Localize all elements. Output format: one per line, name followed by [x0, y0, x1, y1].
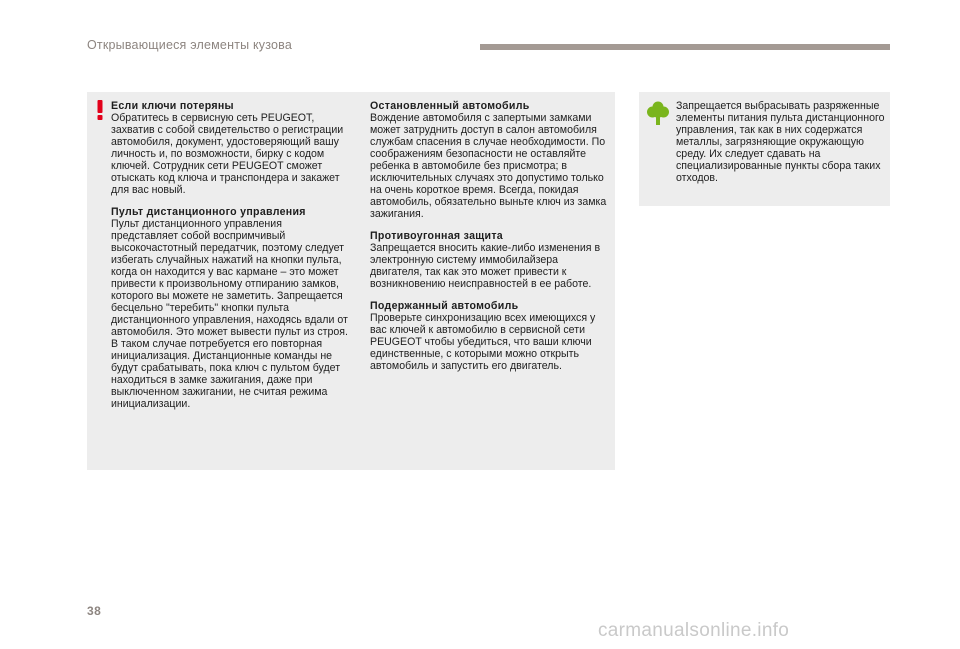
- eco-info-panel: [639, 92, 890, 206]
- section-stopped-vehicle-title: Остановленный автомобиль: [370, 100, 530, 112]
- warning-exclamation-icon: [96, 100, 104, 120]
- page-number: 38: [87, 604, 102, 618]
- eco-note-text: Запрещается выбрасывать разряженные элементы питания пульта дистанционного управления, так как в них содержатся металлы, загрязняющие окружающую среду. Их следует сдавать на специализированные пункты сбора таких отходов.: [676, 100, 885, 184]
- left-column: [111, 100, 351, 420]
- section-keys-lost-body: Обратитесь в сервисную сеть PEUGEOT, захватив с собой свидетельство о регистрации автомобиля, документ, удостоверяющий вашу личность и, по возможности, бирку с кодом ключей. Сотрудник сети PEUGEOT сможет отыскать код ключа и транспондера и закажет для вас новый.: [111, 112, 344, 196]
- section-anti-theft: [370, 230, 610, 290]
- section-used-car-body: Проверьте синхронизацию всех имеющихся у вас ключей к автомобилю в сервисной сети PEUGEOT чтобы убедиться, что ваши ключи единственные, с которыми можно открыть автомобиль и запустить его двигатель.: [370, 312, 596, 372]
- section-stopped-vehicle: [370, 100, 610, 220]
- right-column: [370, 100, 610, 382]
- section-remote-control-title: Пульт дистанционного управления: [111, 206, 306, 218]
- tree-eco-icon: [647, 101, 669, 125]
- section-remote-control: [111, 206, 351, 410]
- warning-exclamation-dot: [98, 115, 103, 120]
- section-keys-lost-title: Если ключи потеряны: [111, 100, 234, 112]
- section-stopped-vehicle-body: Вождение автомобиля с запертыми замками может затруднить доступ в салон автомобиля службам спасения в случае необходимости. По соображениям безопасности не оставляйте ребенка в автомобиле без присмотра; в исключительных случаях это допустимо только на очень короткое время. Всегда, покидая автомобиль, обязательно выньте ключ из замка зажигания.: [370, 112, 607, 220]
- section-anti-theft-title: Противоугонная защита: [370, 230, 503, 242]
- warning-exclamation-stroke: [98, 100, 103, 113]
- main-info-panel: [87, 92, 615, 470]
- section-keys-lost: [111, 100, 351, 196]
- header-divider-bar: [480, 44, 890, 50]
- tree-trunk: [656, 115, 660, 125]
- page-header-title: Открывающиеся элементы кузова: [87, 38, 293, 52]
- section-used-car-title: Подержанный автомобиль: [370, 300, 519, 312]
- section-anti-theft-body: Запрещается вносить какие-либо изменения в электронную систему иммобилайзера двигателя, так как это может привести к возникновению неисправностей в ее работе.: [370, 242, 601, 290]
- section-remote-control-body: Пульт дистанционного управления представляет собой воспримчивый высокочастотный передатчик, поэтому следует избегать случайных нажатий на кнопки пульта, когда он находится у вас кармане – это может привести к произвольному отпиранию замков, которого вы можете не заметить. Запрещается бесцельно "теребить" кнопки пульта дистанционного управления, находясь вдали от автомобиля. Это может вывести пульт из строя. В таком случае потребуется его повторная инициализация. Дистанционные команды не будут срабатывать, пока ключ с пультом будет находиться в замке зажигания, даже при выключенном зажигании, не считая режима инициализации.: [111, 218, 348, 410]
- section-used-car: [370, 300, 610, 372]
- watermark-text: carmanualsonline.info: [598, 620, 790, 641]
